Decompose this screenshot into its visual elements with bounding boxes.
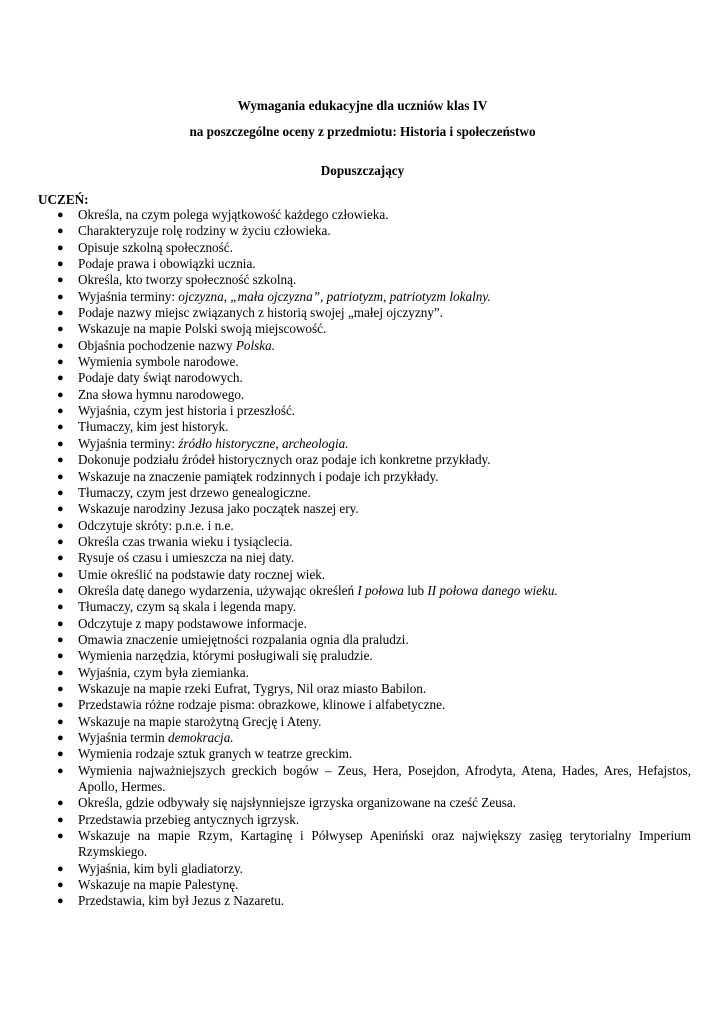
bullet-icon: ● bbox=[57, 895, 64, 908]
list-item-text: Omawia znaczenie umiejętności rozpalania ognia dla praludzi. bbox=[78, 631, 409, 647]
bullet-icon: ● bbox=[57, 209, 64, 221]
list-item-italic-text: ojczyzna, „mała ojczyzna”, patriotyzm, patriotyzm lokalny. bbox=[178, 288, 491, 304]
list-item bbox=[0, 599, 725, 615]
list-item-text: Charakteryzuje rolę rodziny w życiu człowieka. bbox=[78, 223, 331, 239]
bullet-icon: ● bbox=[57, 748, 64, 761]
list-item bbox=[0, 207, 725, 223]
list-item bbox=[0, 534, 725, 550]
list-item bbox=[0, 616, 725, 632]
list-item bbox=[0, 681, 725, 697]
bullet-icon: ● bbox=[57, 437, 64, 450]
bullet-icon: ● bbox=[57, 405, 64, 418]
list-item bbox=[0, 665, 725, 681]
list-item bbox=[0, 583, 725, 599]
list-item bbox=[0, 567, 725, 583]
list-item bbox=[0, 272, 725, 288]
list-item bbox=[0, 223, 725, 239]
bullet-icon: ● bbox=[57, 830, 64, 843]
list-item bbox=[0, 240, 725, 256]
list-item-text: Wyjaśnia termin bbox=[78, 730, 169, 745]
bullet-icon: ● bbox=[57, 388, 64, 401]
list-item bbox=[0, 648, 725, 664]
list-item bbox=[0, 877, 725, 893]
list-item-text: Tłumaczy, czym są skala i legenda mapy. bbox=[78, 599, 296, 615]
list-item-text: Wyjaśnia, czym jest historia i przeszłość. bbox=[78, 403, 296, 419]
list-item bbox=[0, 893, 725, 909]
bullet-icon: ● bbox=[57, 356, 64, 369]
bullet-icon: ● bbox=[57, 241, 64, 254]
requirements-list bbox=[0, 207, 725, 910]
list-item-text: Wskazuje na mapie Palestynę. bbox=[78, 877, 239, 893]
list-item bbox=[0, 387, 725, 403]
list-item-text: Wyjaśnia, kim byli gladiatorzy. bbox=[78, 860, 243, 876]
list-item-text: Wymienia rodzaje sztuk granych w teatrze greckim. bbox=[78, 746, 353, 762]
list-item bbox=[0, 812, 725, 828]
list-item bbox=[0, 518, 725, 534]
bullet-icon: ● bbox=[57, 650, 64, 663]
list-item-text: Przedstawia przebieg antycznych igrzysk. bbox=[78, 811, 300, 827]
list-item-italic-text: II połowa danego wieku. bbox=[427, 582, 558, 598]
bullet-icon: ● bbox=[57, 307, 64, 320]
bullet-icon: ● bbox=[57, 503, 64, 516]
bullet-icon: ● bbox=[57, 552, 64, 565]
list-item-text: Wymienia najważniejszych greckich bogów – Zeus, Hera, Posejdon, Afrodyta, Atena, Hades, Ares, Hefajstos, Apollo, Hermes. bbox=[78, 762, 691, 795]
list-item-text: Określa, gdzie odbywały się najsłynniejsze igrzyska organizowane na cześć Zeusa. bbox=[78, 795, 517, 811]
bullet-icon: ● bbox=[57, 699, 64, 712]
list-item bbox=[0, 795, 725, 811]
bullet-icon: ● bbox=[57, 486, 64, 499]
list-item-text: Określa czas trwania wieku i tysiąclecia. bbox=[78, 533, 293, 549]
bullet-icon: ● bbox=[57, 372, 64, 385]
list-item-text: Objaśnia pochodzenie nazwy bbox=[78, 337, 236, 353]
list-item bbox=[0, 730, 725, 746]
document-title: Wymagania edukacyjne dla uczniów klas IV bbox=[237, 98, 488, 113]
bullet-icon: ● bbox=[57, 879, 64, 892]
bullet-icon: ● bbox=[57, 519, 64, 532]
list-item-text: Wskazuje na mapie rzeki Eufrat, Tygrys, Nil oraz miasto Babilon. bbox=[78, 680, 427, 696]
list-item-text: Tłumaczy, kim jest historyk. bbox=[78, 419, 229, 435]
list-item-text: Umie określić na podstawie daty rocznej wiek. bbox=[78, 566, 326, 582]
list-item-text: Wyjaśnia terminy: bbox=[78, 435, 179, 451]
list-item bbox=[0, 370, 725, 386]
list-item-text: Wskazuje na znaczenie pamiątek rodzinnych i podaje ich przykłady. bbox=[78, 468, 439, 484]
list-item-italic-text: demokracja. bbox=[168, 730, 234, 745]
list-item bbox=[0, 289, 725, 305]
list-item-text: Opisuje szkolną społeczność. bbox=[78, 239, 233, 255]
list-item-text: Wskazuje na mapie Rzym, Kartaginę i Półwysep Apeniński oraz największy zasięg terytorialny Imperium Rzymskiego. bbox=[78, 828, 691, 860]
bullet-icon: ● bbox=[57, 813, 64, 826]
list-item bbox=[0, 861, 725, 877]
bullet-icon: ● bbox=[57, 715, 64, 728]
list-item bbox=[0, 763, 725, 796]
list-item bbox=[0, 469, 725, 485]
list-item bbox=[0, 436, 725, 452]
list-item-text: Wymienia narzędzia, którymi posługiwali się praludzie. bbox=[78, 648, 373, 664]
list-item bbox=[0, 714, 725, 730]
document-subtitle: na poszczególne oceny z przedmiotu: Historia i społeczeństwo bbox=[189, 124, 536, 139]
list-item-text: Odczytuje z mapy podstawowe informacje. bbox=[78, 615, 307, 631]
list-item bbox=[0, 697, 725, 713]
bullet-icon: ● bbox=[57, 682, 64, 695]
list-item-text: Wyjaśnia, czym była ziemianka. bbox=[78, 664, 249, 680]
list-item bbox=[0, 485, 725, 501]
list-item-text: Zna słowa hymnu narodowego. bbox=[78, 386, 245, 402]
list-item-text: Określa, na czym polega wyjątkowość każdego człowieka. bbox=[78, 207, 389, 222]
bullet-icon: ● bbox=[57, 764, 64, 777]
list-item bbox=[0, 305, 725, 321]
bullet-icon: ● bbox=[57, 225, 64, 238]
list-item bbox=[0, 828, 725, 861]
bullet-icon: ● bbox=[57, 633, 64, 646]
bullet-icon: ● bbox=[57, 274, 64, 287]
list-item-text: Przedstawia różne rodzaje pisma: obrazkowe, klinowe i alfabetyczne. bbox=[78, 697, 446, 713]
bullet-icon: ● bbox=[57, 421, 64, 434]
list-item-text: Rysuje oś czasu i umieszcza na niej daty. bbox=[78, 550, 295, 566]
list-item-text: Określa datę danego wydarzenia, używając określeń bbox=[78, 582, 358, 598]
list-item-text: Przedstawia, kim był Jezus z Nazaretu. bbox=[78, 893, 285, 909]
list-item bbox=[0, 632, 725, 648]
list-item-text: Podaje daty świąt narodowych. bbox=[78, 370, 243, 386]
student-label: UCZEŃ: bbox=[38, 192, 89, 207]
bullet-icon: ● bbox=[57, 862, 64, 875]
bullet-icon: ● bbox=[57, 601, 64, 614]
list-item bbox=[0, 256, 725, 272]
grade-heading: Dopuszczający bbox=[320, 163, 405, 178]
bullet-icon: ● bbox=[57, 617, 64, 630]
bullet-icon: ● bbox=[57, 797, 64, 810]
bullet-icon: ● bbox=[57, 290, 64, 303]
bullet-icon: ● bbox=[57, 584, 64, 597]
list-item bbox=[0, 338, 725, 354]
list-item-text: Odczytuje skróty: p.n.e. i n.e. bbox=[78, 517, 234, 533]
bullet-icon: ● bbox=[57, 666, 64, 679]
list-item-text: Tłumaczy, czym jest drzewo genealogiczne. bbox=[78, 484, 311, 500]
list-item-text: Wskazuje narodziny Jezusa jako początek naszej ery. bbox=[78, 501, 359, 517]
list-item bbox=[0, 354, 725, 370]
list-item-italic-text: Polska. bbox=[235, 337, 276, 353]
bullet-icon: ● bbox=[57, 454, 64, 467]
list-item bbox=[0, 452, 725, 468]
bullet-icon: ● bbox=[57, 732, 64, 744]
list-item-text: lub bbox=[403, 582, 428, 598]
list-item-italic-text: I połowa bbox=[357, 582, 404, 598]
bullet-icon: ● bbox=[57, 339, 64, 352]
list-item bbox=[0, 321, 725, 337]
bullet-icon: ● bbox=[57, 535, 64, 548]
bullet-icon: ● bbox=[57, 258, 64, 271]
list-item-text: Wyjaśnia terminy: bbox=[78, 288, 179, 304]
list-item bbox=[0, 746, 725, 762]
list-item-text: Określa, kto tworzy społeczność szkolną. bbox=[78, 272, 297, 288]
list-item-text: Dokonuje podziału źródeł historycznych oraz podaje ich konkretne przykłady. bbox=[78, 452, 491, 468]
bullet-icon: ● bbox=[57, 323, 64, 336]
list-item-text: Wskazuje na mapie Polski swoją miejscowość. bbox=[78, 321, 327, 337]
list-item bbox=[0, 419, 725, 435]
list-item-italic-text: źródło historyczne, archeologia. bbox=[178, 435, 349, 451]
list-item-text: Podaje prawa i obowiązki ucznia. bbox=[78, 256, 256, 272]
bullet-icon: ● bbox=[57, 470, 64, 483]
list-item bbox=[0, 403, 725, 419]
list-item-text: Wskazuje na mapie starożytną Grecję i Ateny. bbox=[78, 713, 322, 729]
bullet-icon: ● bbox=[57, 568, 64, 581]
list-item bbox=[0, 550, 725, 566]
list-item bbox=[0, 501, 725, 517]
list-item-text: Wymienia symbole narodowe. bbox=[78, 354, 239, 370]
list-item-text: Podaje nazwy miejsc związanych z historią swojej „małej ojczyzny”. bbox=[78, 305, 444, 321]
